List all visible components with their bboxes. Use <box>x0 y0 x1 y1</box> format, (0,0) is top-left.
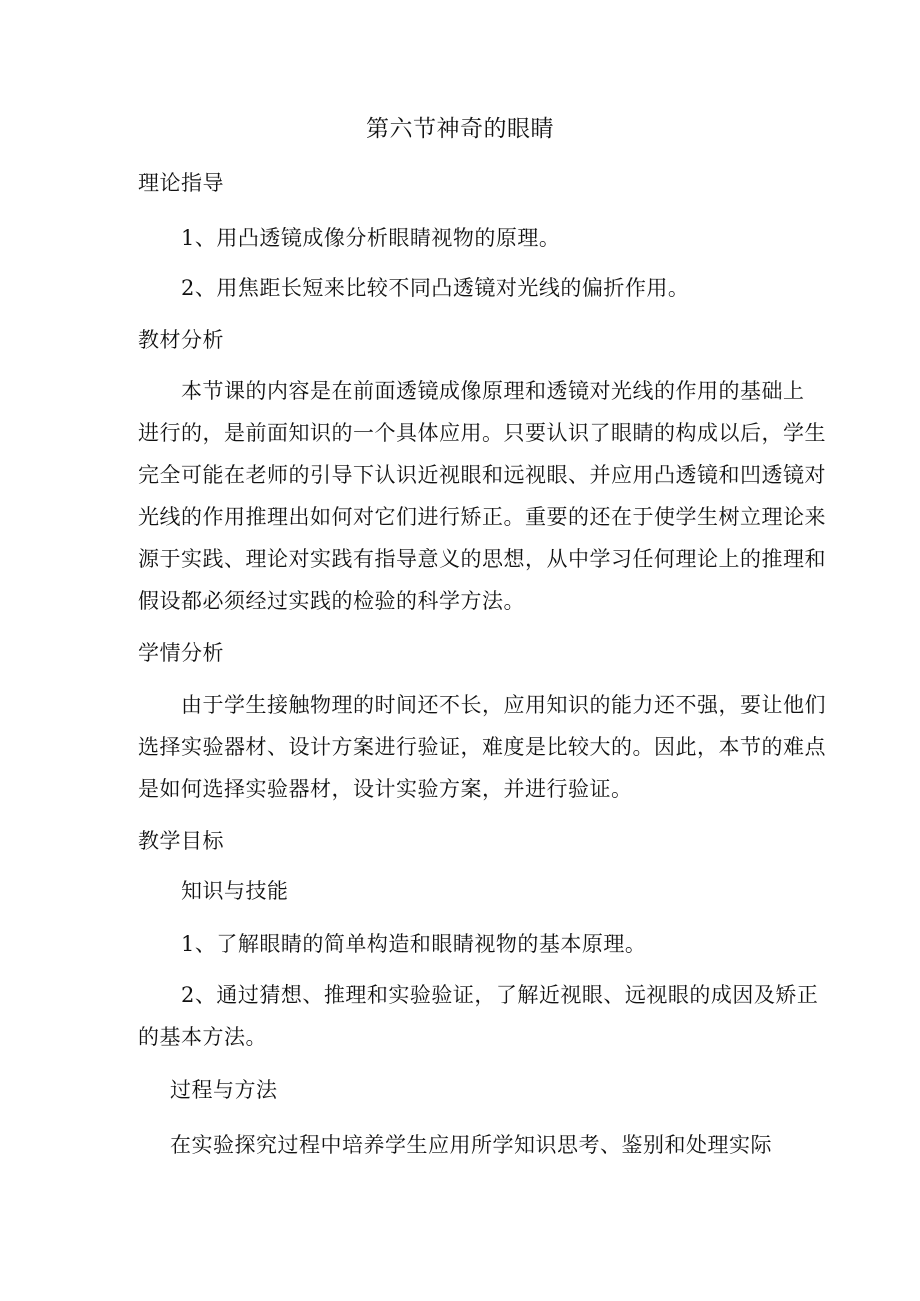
material-paragraph-line-5: 源于实践、理论对实践有指导意义的思想，从中学习任何理论上的推理和 <box>138 547 826 571</box>
section-heading-theory: 理论指导 <box>138 171 224 195</box>
material-paragraph-line-2: 进行的，是前面知识的一个具体应用。只要认识了眼睛的构成以后，学生 <box>138 421 826 445</box>
process-paragraph-line-1: 在实验探究过程中培养学生应用所学知识思考、鉴别和处理实际 <box>170 1133 772 1157</box>
section-heading-material: 教材分析 <box>138 328 224 352</box>
students-paragraph-line-2: 选择实验器材、设计方案进行验证，难度是比较大的。因此，本节的难点 <box>138 735 826 759</box>
students-paragraph-line-3: 是如何选择实验器材，设计实验方案，并进行验证。 <box>138 777 633 801</box>
section-heading-goals: 教学目标 <box>138 829 224 853</box>
theory-item-1: 1、用凸透镜成像分析眼睛视物的原理。 <box>181 226 561 250</box>
students-paragraph-line-1: 由于学生接触物理的时间还不长，应用知识的能力还不强，要让他们 <box>181 693 826 717</box>
knowledge-item-2-line-1: 2、通过猜想、推理和实验验证，了解近视眼、远视眼的成因及矫正 <box>181 983 819 1007</box>
subheading-process: 过程与方法 <box>170 1078 278 1102</box>
subheading-knowledge: 知识与技能 <box>181 879 289 903</box>
material-paragraph-line-6: 假设都必须经过实践的检验的科学方法。 <box>138 589 525 613</box>
material-paragraph-line-1: 本节课的内容是在前面透镜成像原理和透镜对光线的作用的基础上 <box>181 379 805 403</box>
page-title: 第六节神奇的眼睛 <box>366 116 554 142</box>
knowledge-item-2-line-2: 的基本方法。 <box>138 1025 267 1049</box>
material-paragraph-line-3: 完全可能在老师的引导下认识近视眼和远视眼、并应用凸透镜和凹透镜对 <box>138 463 826 487</box>
section-heading-students: 学情分析 <box>138 641 224 665</box>
theory-item-2: 2、用焦距长短来比较不同凸透镜对光线的偏折作用。 <box>181 276 690 300</box>
knowledge-item-1: 1、了解眼睛的简单构造和眼睛视物的基本原理。 <box>181 932 647 956</box>
material-paragraph-line-4: 光线的作用推理出如何对它们进行矫正。重要的还在于使学生树立理论来 <box>138 505 826 529</box>
